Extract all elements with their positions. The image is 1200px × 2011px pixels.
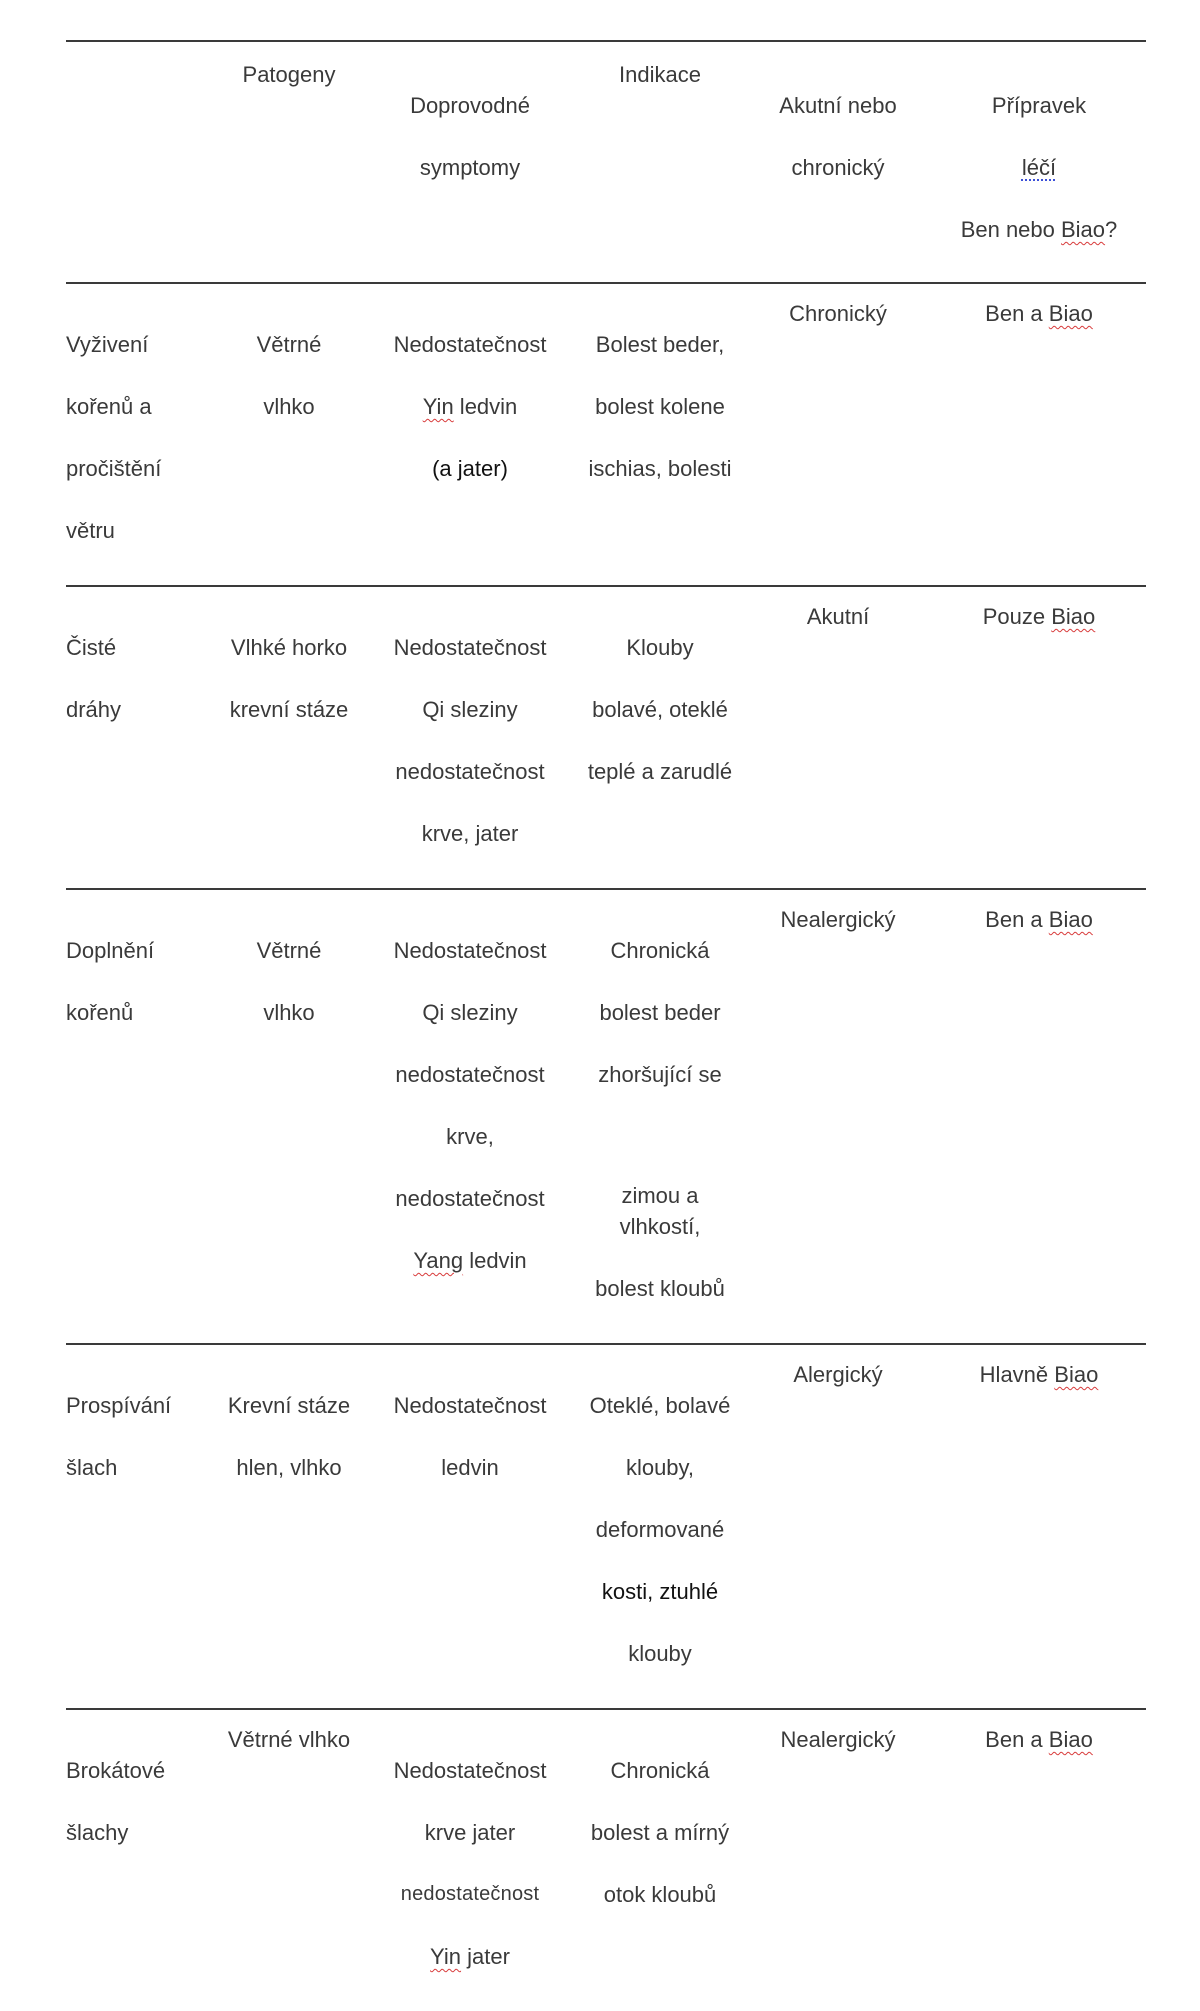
cell-line: nedostatečnost <box>395 759 545 784</box>
cell-line: (a jater) <box>432 456 508 481</box>
cell-indikace <box>576 586 744 889</box>
header-patogeny: Patogeny <box>242 62 336 87</box>
cell-line <box>368 391 572 422</box>
row-title-line: pročištění <box>66 456 162 481</box>
row-title-line: větru <box>66 518 115 543</box>
table-row <box>66 1344 1146 1709</box>
row-title-line: Vyživení <box>66 332 149 357</box>
cell-line <box>368 1245 572 1276</box>
cell-line: bolest beder <box>599 1000 721 1025</box>
cell-line: Klouby <box>626 635 694 660</box>
cell-symptomy <box>364 1709 576 2011</box>
cell-line: kosti, ztuhlé <box>601 1579 719 1604</box>
cell-pripravek <box>932 586 1146 889</box>
spell-flag: Biao <box>1048 301 1093 326</box>
header-pripravek-line <box>936 152 1142 183</box>
row-title-line: Čisté <box>66 635 117 660</box>
spell-flag: Yang <box>413 1248 464 1273</box>
text-run: ledvin <box>453 394 518 419</box>
cell-patogeny <box>214 283 364 586</box>
cell-akutni: Chronický <box>789 301 887 326</box>
cell-line: nedostatečnost <box>395 1186 545 1211</box>
spell-flag: Biao <box>1048 907 1093 932</box>
cell-line: Oteklé, bolavé <box>589 1393 731 1418</box>
cell-line: ischias, bolesti <box>588 456 732 481</box>
cell-line <box>368 1941 572 1972</box>
table-row <box>66 283 1146 586</box>
row-title-line: kořenů a <box>66 394 152 419</box>
cell-line: bolest kloubů <box>595 1276 725 1301</box>
cell-indikace <box>576 889 744 1344</box>
table-row <box>66 1709 1146 2011</box>
cell-line: Qi sleziny <box>422 1000 518 1025</box>
text-run: ? <box>1105 217 1118 242</box>
row-title-line: Brokátové <box>66 1758 166 1783</box>
row-title <box>66 889 214 1344</box>
header-akutni-line: chronický <box>791 155 885 180</box>
cell-line: hlen, vlhko <box>236 1455 342 1480</box>
cell-line: Nedostatečnost <box>393 938 547 963</box>
cell-gap <box>580 1121 740 1149</box>
cell-patogeny <box>214 586 364 889</box>
cell-line: klouby <box>628 1641 692 1666</box>
row-title-line: dráhy <box>66 697 122 722</box>
cell-symptomy <box>364 586 576 889</box>
row-title-line: šlachy <box>66 1820 129 1845</box>
text-run: jater <box>461 1944 510 1969</box>
text-run: Ben nebo <box>960 217 1061 242</box>
table-row <box>66 586 1146 889</box>
cell-pripravek <box>932 283 1146 586</box>
text-run: Ben a <box>985 301 1049 326</box>
text-run: ledvin <box>463 1248 527 1273</box>
grammar-flag: léčí <box>1021 155 1057 180</box>
cell-line: Větrné <box>256 332 322 357</box>
cell-line: Vlhké horko <box>230 635 348 660</box>
spell-flag: Biao <box>1048 1727 1093 1752</box>
header-symptomy <box>364 41 576 283</box>
spell-flag: Yin <box>430 1944 462 1969</box>
cell-line: bolest a mírný <box>590 1820 730 1845</box>
cell-symptomy <box>364 283 576 586</box>
cell-line: Nedostatečnost <box>393 635 547 660</box>
cell-line: Chronická <box>610 938 710 963</box>
cell-pripravek <box>932 1344 1146 1709</box>
cell-line: vlhko <box>263 1000 315 1025</box>
spell-flag: Biao <box>1061 217 1106 242</box>
cell-line: Nedostatečnost <box>393 332 547 357</box>
cell-akutni: Alergický <box>793 1362 883 1387</box>
cell-indikace <box>576 1709 744 2011</box>
header-corner <box>66 41 214 283</box>
cell-line: Nedostatečnost <box>393 1393 547 1418</box>
cell-patogeny <box>214 889 364 1344</box>
cell-patogeny <box>214 1344 364 1709</box>
text-run: Hlavně <box>979 1362 1055 1387</box>
header-akutni <box>744 41 932 283</box>
cell-line: deformované <box>595 1517 725 1542</box>
cell-line: zhoršující se <box>598 1062 722 1087</box>
cell-line: Větrné <box>256 938 322 963</box>
header-row <box>66 41 1146 283</box>
cell-line: nedostatečnost <box>395 1062 545 1087</box>
cell-symptomy <box>364 889 576 1344</box>
cell-symptomy <box>364 1344 576 1709</box>
text-run: Pouze <box>982 604 1052 629</box>
cell-line: bolavé, oteklé <box>592 697 728 722</box>
cell-akutni: Nealergický <box>780 1727 896 1752</box>
cell-akutni: Akutní <box>806 604 870 629</box>
cell-line: krve, jater <box>421 821 519 846</box>
cell-line: krevní stáze <box>229 697 349 722</box>
header-symptomy-line: Doprovodné <box>410 93 530 118</box>
text-run: Ben a <box>985 1727 1049 1752</box>
cell-line: teplé a zarudlé <box>587 759 733 784</box>
header-pripravek-line: Přípravek <box>991 93 1087 118</box>
cell-indikace <box>576 283 744 586</box>
herbal-formula-table <box>66 40 1146 2011</box>
row-title-line: šlach <box>66 1455 118 1480</box>
spell-flag: Biao <box>1051 604 1096 629</box>
header-akutni-line: Akutní nebo <box>779 93 897 118</box>
text-run: Ben a <box>985 907 1049 932</box>
cell-patogeny: Větrné vlhko <box>227 1727 351 1752</box>
cell-line: ledvin <box>441 1455 499 1480</box>
row-title-line: kořenů <box>66 1000 134 1025</box>
spell-flag: Yin <box>422 394 454 419</box>
row-title <box>66 1709 214 2011</box>
cell-line: Krevní stáze <box>227 1393 351 1418</box>
header-pripravek <box>932 41 1146 283</box>
spell-flag: Biao <box>1054 1362 1099 1387</box>
cell-line: nedostatečnost <box>400 1883 540 1905</box>
cell-line: Bolest beder, <box>595 332 725 357</box>
cell-line: otok kloubů <box>603 1882 717 1907</box>
row-title <box>66 586 214 889</box>
cell-line: bolest kolene <box>595 394 725 419</box>
cell-akutni: Nealergický <box>780 907 896 932</box>
cell-line: zimou a vlhkostí, <box>619 1183 701 1239</box>
row-title <box>66 1344 214 1709</box>
row-title-line: Doplnění <box>66 938 155 963</box>
cell-indikace <box>576 1344 744 1709</box>
header-pripravek-line <box>936 214 1142 245</box>
cell-pripravek <box>932 889 1146 1344</box>
header-indikace: Indikace <box>619 62 701 87</box>
table-row <box>66 889 1146 1344</box>
row-title <box>66 283 214 586</box>
cell-line: krve, <box>446 1124 494 1149</box>
cell-line: vlhko <box>263 394 315 419</box>
cell-line: Nedostatečnost <box>393 1758 547 1783</box>
row-title-line: Prospívání <box>66 1393 172 1418</box>
cell-line: Chronická <box>610 1758 710 1783</box>
cell-line: klouby, <box>625 1455 695 1480</box>
cell-line: Qi sleziny <box>422 697 518 722</box>
cell-pripravek <box>932 1709 1146 2011</box>
header-symptomy-line: symptomy <box>419 155 521 180</box>
cell-line: krve jater <box>424 1820 516 1845</box>
